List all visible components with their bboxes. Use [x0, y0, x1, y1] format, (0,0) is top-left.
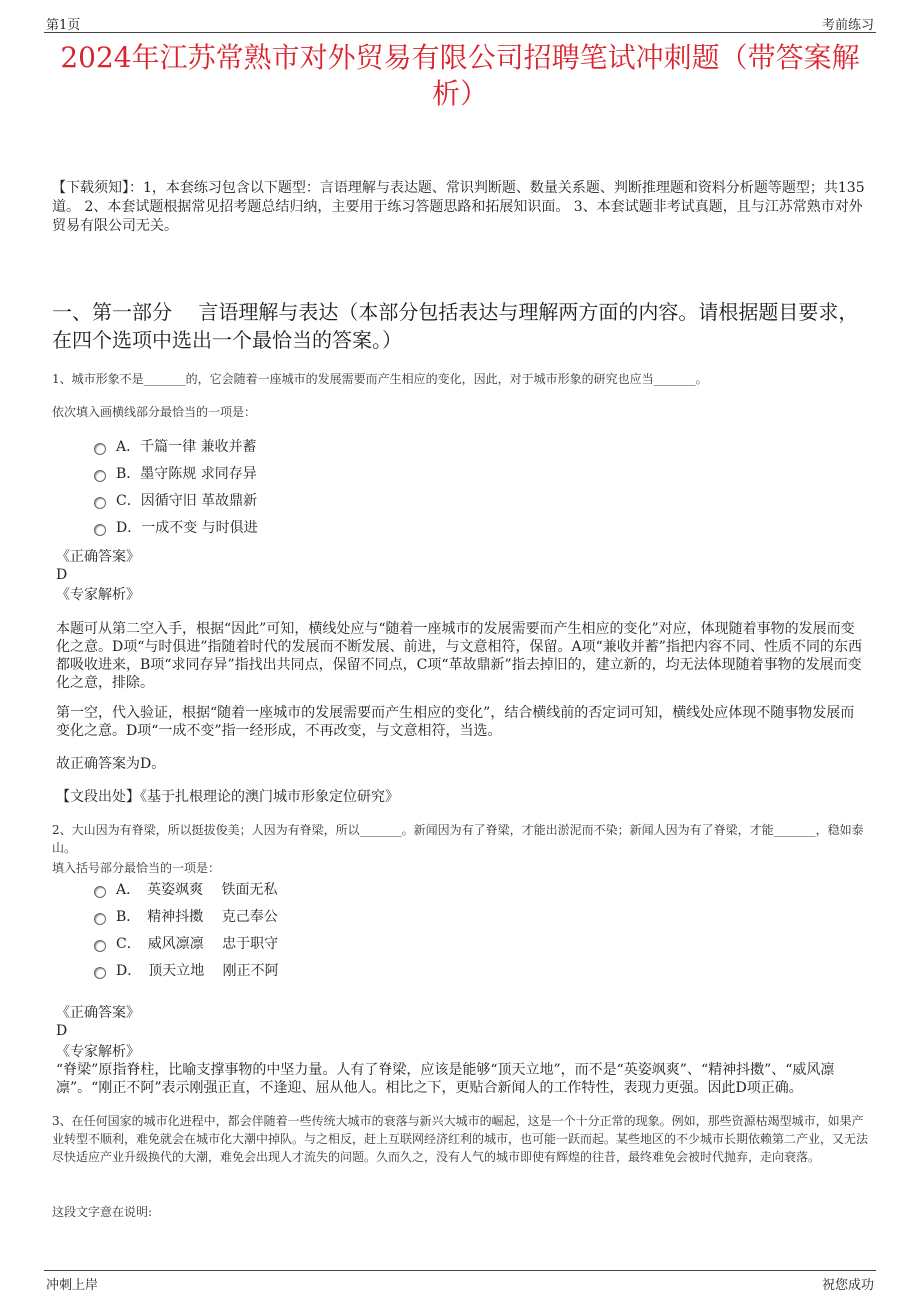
radio-icon[interactable]: [94, 886, 106, 898]
header-label: 考前练习: [821, 18, 874, 33]
question-2-stem: 2、大山因为有脊梁，所以挺拔俊美；人因为有脊梁，所以_______。新闻因为有了脊梁，才能出淤泥而不染；新闻人因为有了脊梁，才能_______，稳如泰山。: [52, 823, 864, 855]
q2-option-b[interactable]: B． 精神抖擞 克己奉公: [94, 907, 278, 927]
radio-icon[interactable]: [94, 967, 106, 979]
q1-answer: D: [56, 567, 68, 583]
radio-icon[interactable]: [94, 443, 106, 455]
q1-option-c[interactable]: C．因循守旧 革故鼎新: [94, 491, 257, 511]
question-1-stem: 1、城市形象不是_______的，它会随着一座城市的发展需要而产生相应的变化，因此，对于城市形象的研究也应当_______。: [52, 372, 708, 386]
q2-answer: D: [56, 1023, 68, 1039]
q2-analysis-label: 《专家解析》: [56, 1044, 140, 1060]
footer-left: 冲刺上岸: [46, 1278, 99, 1293]
radio-icon[interactable]: [94, 470, 106, 482]
question-3-stem: 3、在任何国家的城市化进程中，都会伴随着一些传统大城市的衰落与新兴大城市的崛起，这是一个十分正常的现象。例如，那些资源枯竭型城市，如果产业转型不顺利，难免就会在城市化大潮中掉队。与之相反，赶上互联网经济红利的城市，也可能一跃而起。某些地区的不少城市长期依赖第二产业，又无法尽快适应产业升级换代的大潮，难免会出现人才流失的问题。久而久之，没有人气的城市即使有辉煌的往昔，最终难免会被时代抛弃，走向衰落。: [52, 1114, 869, 1164]
q1-analysis-label: 《专家解析》: [56, 587, 140, 603]
page-header: [44, 12, 876, 33]
q2-option-c[interactable]: C． 威风凛凛 忠于职守: [94, 934, 278, 954]
page-footer: [44, 1270, 876, 1293]
radio-icon[interactable]: [94, 497, 106, 509]
question-1-prompt: 依次填入画横线部分最恰当的一项是：: [52, 405, 257, 419]
page-title: 2024年江苏常熟市对外贸易有限公司招聘笔试冲刺题（带答案解析）: [60, 41, 860, 110]
q1-analysis-2: 第一空，代入验证，根据“随着一座城市的发展需要而产生相应的变化”，结合横线前的否定词可知，横线处应体现不随事物发展而变化之意。D项“一成不变”指一经形成，不再改变，与文意相符，当选。: [56, 705, 855, 739]
q1-option-a[interactable]: A．千篇一律 兼收并蓄: [94, 437, 257, 457]
question-3-prompt: 这段文字意在说明:: [52, 1205, 153, 1219]
q1-answer-label: 《正确答案》: [56, 549, 140, 565]
q2-analysis: “脊梁”原指脊柱，比喻支撑事物的中坚力量。人有了脊梁，应该是能够“顶天立地”，而不是“英姿飒爽”、“精神抖擞”、“威风凛凛”。“刚正不阿”表示刚强正直，不逢迎、屈从他人。相比之下，更贴合新闻人的工作特性，表现力更强。因此D项正确。: [56, 1062, 835, 1096]
q2-option-a[interactable]: A． 英姿飒爽 铁面无私: [94, 880, 278, 900]
q1-option-d[interactable]: D．一成不变 与时俱进: [94, 518, 258, 538]
q1-conclusion: 故正确答案为D。: [56, 756, 166, 772]
q2-option-d[interactable]: D． 顶天立地 刚正不阿: [94, 961, 279, 981]
section-heading: 一、第一部分 言语理解与表达（本部分包括表达与理解两方面的内容。请根据题目要求，在四个选项中选出一个最恰当的答案。）: [52, 300, 859, 352]
q1-source: 【文段出处】《基于扎根理论的澳门城市形象定位研究》: [56, 789, 399, 805]
q1-analysis-1: 本题可从第二空入手，根据“因此”可知，横线处应与“随着一座城市的发展需要而产生相应的变化”对应，体现随着事物的发展而变化之意。D项“与时俱进”指随着时代的发展而不断发展、前进，与文意相符，保留。A项“兼收并蓄”指把内容不同、性质不同的东西都吸收进来，B项“求同存异”指找出共同点，保留不同点，C项“革故鼎新”指去掉旧的，建立新的，均无法体现随着事物的发展而变化之意，排除。: [56, 621, 862, 691]
radio-icon[interactable]: [94, 913, 106, 925]
q2-answer-label: 《正确答案》: [56, 1005, 140, 1021]
footer-right: 祝您成功: [821, 1278, 874, 1293]
q1-option-b[interactable]: B．墨守陈规 求同存异: [94, 464, 257, 484]
radio-icon[interactable]: [94, 524, 106, 536]
question-2-prompt: 填入括号部分最恰当的一项是：: [52, 861, 221, 875]
page-number: 第1页: [46, 18, 81, 33]
radio-icon[interactable]: [94, 940, 106, 952]
download-notice: 【下载须知】：1，本套练习包含以下题型：言语理解与表达题、常识判断题、数量关系题、判断推理题和资料分析题等题型；共135道。 2、本套试题根据常见招考题总结归纳，主要用于练习答题思路和拓展知识面。 3、本套试题非考试真题，且与江苏常熟市对外贸易有限公司无关。: [52, 180, 865, 234]
